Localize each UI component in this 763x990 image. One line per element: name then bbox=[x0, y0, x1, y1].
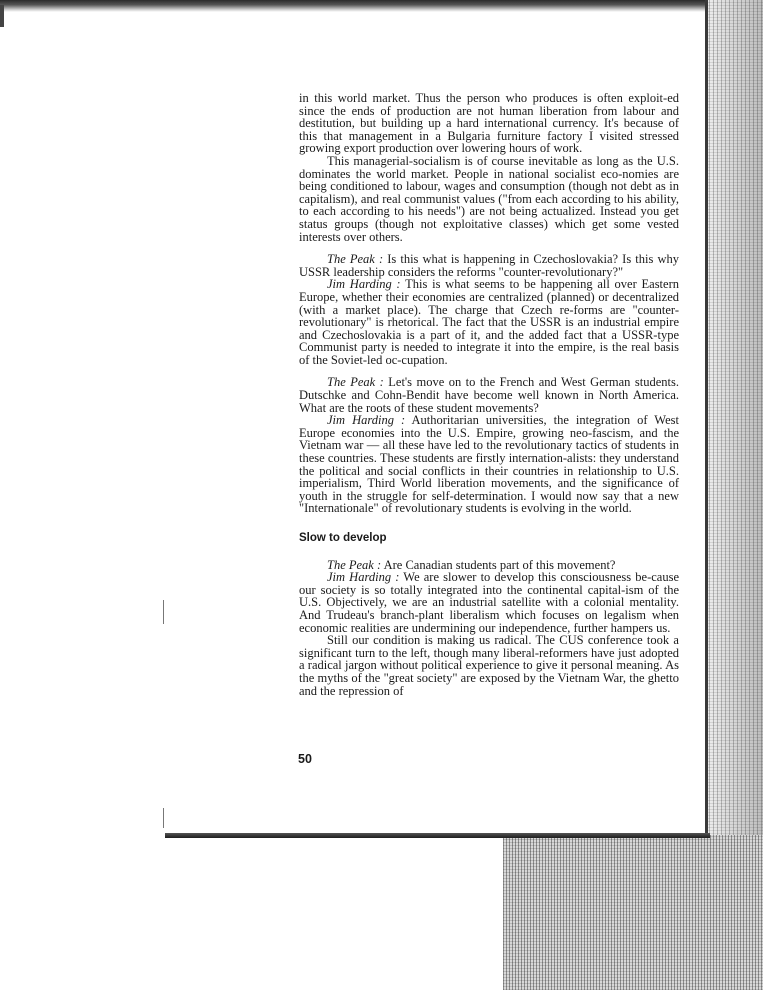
scan-top-edge bbox=[0, 0, 763, 12]
page-text bbox=[299, 92, 679, 697]
paragraph-text: in this world market. Thus the person who produces is often exploit-ed since the ends of production are not human liberation from labour and destitution, but building up a hard international currency. It's because of this that management in a Bulgaria furniture factory I visited stressed growing export production over lowering hours of work. bbox=[299, 91, 679, 156]
speaker-label: The Peak : bbox=[327, 557, 382, 572]
paragraph bbox=[299, 278, 679, 366]
margin-mark bbox=[163, 808, 164, 828]
paragraph-text: Are Canadian students part of this movement? bbox=[381, 557, 616, 572]
page-number: 50 bbox=[298, 752, 312, 766]
paragraph-text: We are slower to develop this consciousness be-cause our society is so totally integrated into the continental capital-ism of the U.S. Objectively, we are an industrial satellite with a colonial mentality. And Trudeau's branch-plant liberalism which focuses on legalism when economic realities are undermining our independence, further hampers us. bbox=[299, 570, 679, 635]
paragraph bbox=[299, 571, 679, 634]
paragraph bbox=[299, 155, 679, 243]
speaker-label: Jim Harding : bbox=[327, 277, 401, 292]
paragraph bbox=[299, 253, 679, 278]
paragraph bbox=[299, 414, 679, 515]
scan-corner-mark bbox=[0, 5, 4, 27]
speaker-label: Jim Harding : bbox=[327, 570, 400, 585]
paragraph bbox=[299, 92, 679, 155]
paragraph-text: This is what seems to be happening all over Eastern Europe, whether their economies are centralized (planned) or decentralized (with a market place). The charge that Czech re-forms are "counter-revolutionary" is rhetorical. The fact that the USSR is an industrial empire and Czechoslovakia is a part of it, and the added fact that a USSR-type Communist party is needed to integrate it into the empire, is the real basis of the Soviet-led oc-cupation. bbox=[299, 277, 679, 367]
paragraph bbox=[299, 634, 679, 697]
paragraph bbox=[299, 376, 679, 414]
paragraph-text: This managerial-socialism is of course inevitable as long as the U.S. dominates the world market. People in national socialist eco-nomies are being conditioned to labour, wages and consumption (though not debt as in capitalism), and real communist values ("from each according to his ability, to each according to his needs") are not being actualized. Instead you get status groups (though not exploitative classes) which get some vested interests over others. bbox=[299, 153, 679, 244]
paragraph-text: Is this what is happening in Czechoslovakia? Is this why USSR leadership considers the reforms "counter-revolutionary?" bbox=[299, 252, 679, 279]
speaker-label: The Peak : bbox=[327, 375, 384, 390]
paragraph-text: Let's move on to the French and West German students. Dutschke and Cohn-Bendit have become well known in North America. What are the roots of these student movements? bbox=[299, 375, 679, 415]
scan-bottom-line bbox=[165, 833, 710, 838]
section-heading: Slow to develop bbox=[299, 532, 387, 544]
scan-bottom-right-shadow bbox=[503, 835, 763, 990]
margin-mark bbox=[163, 600, 164, 624]
paragraph-text: Still our condition is making us radical. The CUS conference took a significant turn to the left, though many liberal-reformers have just adopted a radical jargon without political experience to give it personal meaning. As the myths of the "great society" are exposed by the Vietnam War, the ghetto and the repression of bbox=[299, 633, 679, 698]
speaker-label: The Peak : bbox=[327, 252, 384, 267]
speaker-label: Jim Harding : bbox=[327, 413, 406, 428]
paragraph-text: Authoritarian universities, the integration of West Europe economies into the U.S. Empire, growing neo-fascism, and the Vietnam war — all these have led to the revolutionary tactics of students in these countries. These students are firstly internation-alists: they understand the political and social conflicts in their countries in relationship to U.S. imperialism, Third World liberation movements, and the significance of youth in the struggle for self-determination. I would now say that a new "Internationale" of revolutionary students is evolving in the world. bbox=[299, 413, 679, 516]
